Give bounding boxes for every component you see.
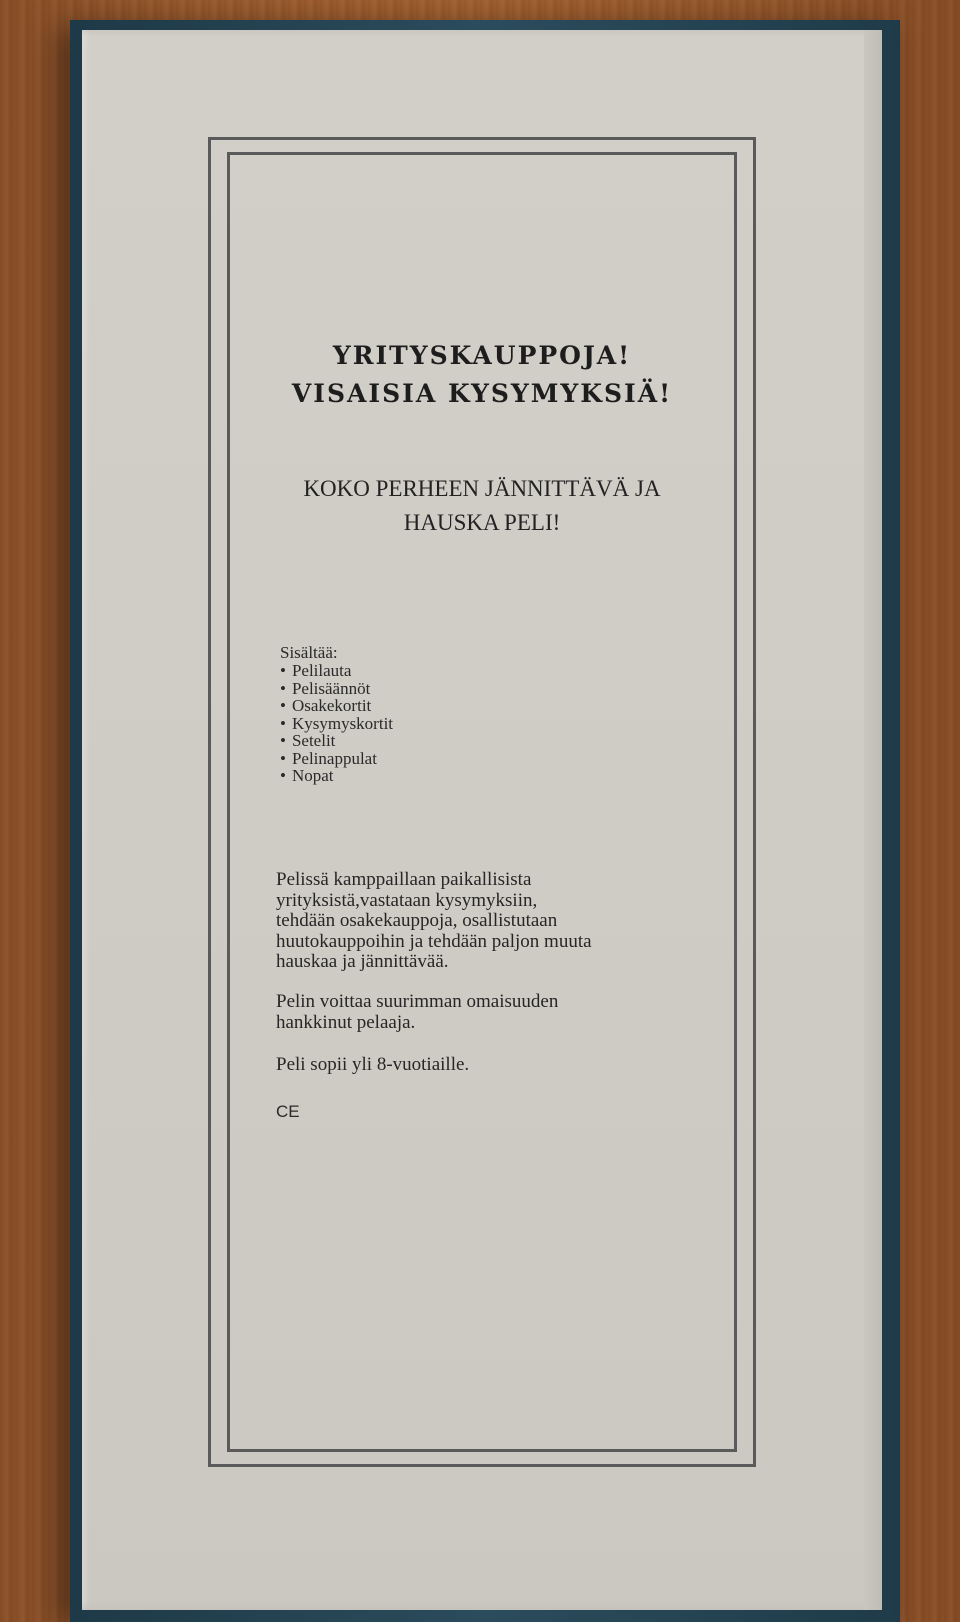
description-line: yrityksistä,vastataan kysymyksiin, [276,889,538,911]
lid-edge [864,30,882,1610]
headline-line-2: VISAISIA KYSYMYKSIÄ! [291,379,673,408]
description-line: huutokauppoihin ja tehdään paljon muuta [276,930,592,952]
contents-item: • Nopat [280,767,393,785]
contents-label: Sisältää: [280,643,338,662]
winner-paragraph [276,992,736,1033]
description-line: tehdään osakekauppoja, osallistutaan [276,910,558,931]
contents-item: • Pelisäännöt [280,680,393,698]
winner-line: hankkinut pelaaja. [276,1011,416,1033]
description-line: Pelissä kamppaillaan paikallisista [276,869,532,890]
winner-line: Pelin voittaa suurimman omaisuuden [276,991,559,1012]
subtitle-line-2: HAUSKA PELI! [403,510,561,535]
ce-mark: CE [276,1102,300,1121]
age-recommendation: Peli sopii yli 8-vuotiaille. [276,1054,470,1075]
contents-item: • Pelinappulat [280,750,393,768]
description-line: hauskaa ja jännittävää. [276,951,449,972]
subtitle-line-1: KOKO PERHEEN JÄNNITTÄVÄ JA [303,476,661,501]
contents-item: • Kysymyskortit [280,715,393,733]
contents-list [280,662,393,785]
contents-item: • Pelilauta [280,662,393,680]
headline-line-1: YRITYSKAUPPOJA! [332,341,632,370]
description-paragraph [276,870,736,973]
contents-item: • Setelit [280,732,393,750]
contents-item: • Osakekortit [280,697,393,715]
